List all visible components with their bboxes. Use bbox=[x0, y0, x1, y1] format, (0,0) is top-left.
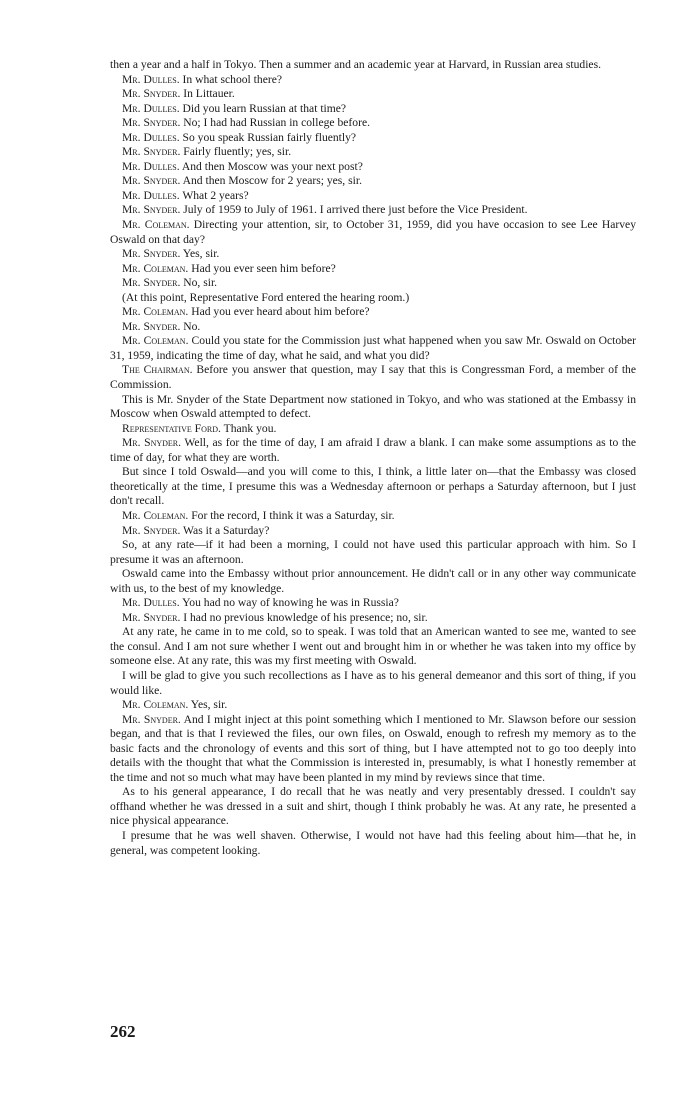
speaker-name: Mr. Snyder. bbox=[122, 247, 181, 261]
speaker-name: Mr. Coleman. bbox=[122, 218, 190, 232]
speech-text: July of 1959 to July of 1961. I arrived there just before the Vice President. bbox=[183, 203, 528, 217]
speech-text: Well, as for the time of day, I am afraid I draw a blank. I can make some assumptions as to the time of day, for what they are worth. bbox=[110, 436, 637, 464]
transcript-paragraph bbox=[110, 320, 636, 335]
transcript-paragraph bbox=[110, 465, 636, 509]
speaker-name: Mr. Coleman. bbox=[122, 261, 189, 275]
transcript-paragraph bbox=[110, 611, 636, 626]
speech-text: And then Moscow was your next post? bbox=[181, 159, 363, 173]
speech-text: You had no way of knowing he was in Russia? bbox=[182, 596, 399, 610]
speaker-name: Mr. Snyder. bbox=[122, 174, 181, 188]
transcript-paragraph bbox=[110, 262, 636, 277]
speech-text: What 2 years? bbox=[182, 188, 249, 202]
page-number: 262 bbox=[110, 1022, 136, 1041]
speaker-name: Mr. Coleman. bbox=[122, 305, 189, 319]
speech-text: Oswald came into the Embassy without prior announcement. He didn't call or in any other way communicate with us, to the best of my knowledge. bbox=[110, 567, 636, 595]
transcript-paragraph bbox=[110, 509, 636, 524]
speech-text: In what school there? bbox=[182, 72, 282, 86]
transcript-paragraph bbox=[110, 829, 636, 858]
speaker-name: Mr. Snyder. bbox=[122, 87, 181, 101]
transcript-paragraph bbox=[110, 363, 636, 392]
speech-text: No; I had had Russian in college before. bbox=[183, 116, 370, 130]
speaker-name: Mr. Dulles. bbox=[122, 101, 180, 115]
speaker-name: Representative Ford. bbox=[122, 421, 221, 435]
transcript-paragraph bbox=[110, 596, 636, 611]
transcript-paragraph bbox=[110, 538, 636, 567]
speaker-name: Mr. Coleman. bbox=[122, 334, 189, 348]
speech-text: Fairly fluently; yes, sir. bbox=[183, 145, 292, 159]
speaker-name: Mr. Snyder. bbox=[122, 436, 182, 450]
speech-text: Thank you. bbox=[223, 421, 277, 435]
speech-text: Yes, sir. bbox=[190, 698, 228, 712]
transcript-paragraph bbox=[110, 524, 636, 539]
speech-text: then a year and a half in Tokyo. Then a summer and an academic year at Harvard, in Russian area studies. bbox=[110, 58, 601, 71]
speech-text: Was it a Saturday? bbox=[183, 523, 270, 537]
transcript-paragraph bbox=[110, 567, 636, 596]
transcript-paragraph bbox=[110, 669, 636, 698]
speaker-name: Mr. Coleman. bbox=[122, 508, 189, 522]
transcript-paragraph bbox=[110, 276, 636, 291]
transcript-paragraph bbox=[110, 174, 636, 189]
speech-text: For the record, I think it was a Saturday, sir. bbox=[191, 508, 395, 522]
speech-text: Could you state for the Commission just what happened when you saw Mr. Oswald on October 31, 1959, indicating the time of day, what he said, and what you did? bbox=[110, 334, 636, 362]
speech-text: Did you learn Russian at that time? bbox=[182, 101, 347, 115]
speaker-name: Mr. Dulles. bbox=[122, 188, 180, 202]
speech-text: (At this point, Representative Ford entered the hearing room.) bbox=[122, 290, 410, 304]
transcript-paragraph bbox=[110, 218, 636, 247]
transcript-paragraph bbox=[110, 131, 636, 146]
speech-text: Directing your attention, sir, to October 31, 1959, did you have occasion to see Lee Harvey Oswald on that day? bbox=[110, 218, 637, 246]
transcript-paragraph bbox=[110, 102, 636, 117]
speaker-name: Mr. Coleman. bbox=[122, 698, 189, 712]
transcript-paragraph bbox=[110, 625, 636, 669]
speech-text: I had no previous knowledge of his presence; no, sir. bbox=[183, 610, 428, 624]
transcript-paragraph bbox=[110, 334, 636, 363]
transcript-paragraph bbox=[110, 116, 636, 131]
speech-text: But since I told Oswald—and you will come to this, I think, a little later on—that the Embassy was closed theoretically at the time, I presume this was a Wednesday afternoon or perhaps a Saturday afternoon, but I just don't recall. bbox=[110, 465, 636, 508]
speech-text: Had you ever heard about him before? bbox=[191, 305, 370, 319]
speaker-name: Mr. Snyder. bbox=[122, 712, 181, 726]
speech-text: In Littauer. bbox=[183, 87, 235, 101]
transcript-paragraph bbox=[110, 698, 636, 713]
speech-text: I presume that he was well shaven. Otherwise, I would not have had this feeling about him—that he, in general, was competent looking. bbox=[110, 828, 636, 857]
speaker-name: Mr. Dulles. bbox=[122, 130, 180, 144]
speech-text: So you speak Russian fairly fluently? bbox=[182, 130, 357, 144]
transcript-paragraph bbox=[110, 713, 636, 786]
transcript-paragraph bbox=[110, 145, 636, 160]
speaker-name: Mr. Snyder. bbox=[122, 610, 181, 624]
speech-text: And then Moscow for 2 years; yes, sir. bbox=[182, 174, 362, 188]
transcript-paragraph bbox=[110, 73, 636, 88]
speaker-name: Mr. Snyder. bbox=[122, 319, 181, 333]
speech-text: Yes, sir. bbox=[182, 247, 220, 261]
speech-text: And I might inject at this point something which I mentioned to Mr. Slawson before our session began, and that is that I reviewed the files, our own files, on Oswald, enough to refresh my memory as to the basic facts and the chronology of events and this sort of thing, but I have attempted not to go too deeply into details with the thought that what the Commission is interested in, presumably, is what I honestly remember at the time and not so much what may have been planted in my mind by reviews since that time. bbox=[110, 712, 636, 784]
transcript-paragraph bbox=[110, 436, 636, 465]
speech-text: This is Mr. Snyder of the State Department now stationed in Tokyo, and who was stationed at the Embassy in Moscow when Oswald attempted to defect. bbox=[110, 392, 636, 421]
speaker-name: The Chairman. bbox=[122, 363, 193, 377]
transcript-paragraph bbox=[110, 785, 636, 829]
transcript-paragraph bbox=[110, 422, 636, 437]
transcript-paragraph bbox=[110, 189, 636, 204]
speech-text: As to his general appearance, I do recall that he was neatly and very presentably dressed. I couldn't say offhand whether he was dressed in a suit and shirt, though I think probably he was. At any rate, he presented a nice physical appearance. bbox=[110, 785, 636, 828]
speech-text: At any rate, he came in to me cold, so to speak. I was told that an American wanted to see me, wanted to see the consul. And I am not sure whether I went out and brought him in or whether he was taken into my office by someone else. At any rate, this was my first meeting with Oswald. bbox=[110, 625, 636, 668]
speaker-name: Mr. Snyder. bbox=[122, 116, 181, 130]
speaker-name: Mr. Snyder. bbox=[122, 276, 181, 290]
speaker-name: Mr. Dulles. bbox=[122, 72, 180, 86]
speaker-name: Mr. Snyder. bbox=[122, 523, 181, 537]
transcript-paragraph bbox=[110, 247, 636, 262]
speech-text: I will be glad to give you such recollections as I have as to his general demeanor and this sort of thing, if you would like. bbox=[110, 668, 636, 697]
transcript-paragraph bbox=[110, 291, 636, 306]
transcript-paragraph bbox=[110, 393, 636, 422]
transcript-paragraph bbox=[110, 58, 636, 73]
transcript-paragraph bbox=[110, 160, 636, 175]
speech-text: Had you ever seen him before? bbox=[191, 261, 336, 275]
speaker-name: Mr. Snyder. bbox=[122, 145, 181, 159]
transcript-paragraph bbox=[110, 305, 636, 320]
speaker-name: Mr. Dulles. bbox=[122, 596, 180, 610]
speaker-name: Mr. Snyder. bbox=[122, 203, 181, 217]
document-body bbox=[110, 58, 636, 858]
speech-text: So, at any rate—if it had been a morning, I could not have used this particular approach with him. So I presume it was an afternoon. bbox=[110, 538, 636, 566]
speaker-name: Mr. Dulles. bbox=[122, 159, 180, 173]
speech-text: Before you answer that question, may I say that this is Congressman Ford, a member of the Commission. bbox=[110, 363, 636, 392]
transcript-paragraph bbox=[110, 203, 636, 218]
speech-text: No, sir. bbox=[183, 276, 218, 290]
transcript-paragraph bbox=[110, 87, 636, 102]
speech-text: No. bbox=[183, 319, 201, 333]
